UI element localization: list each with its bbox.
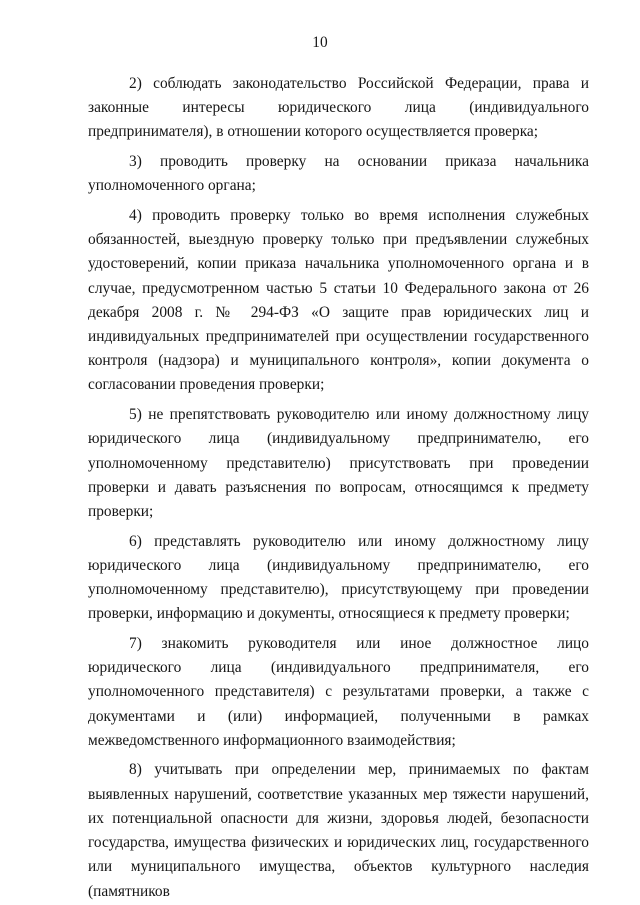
page-number: 10	[312, 34, 328, 51]
paragraph-item-2: 2) соблюдать законодательство Российской Федерации, права и законные интересы юридического лица (индивидуального предпринимателя), в отношении которого осуществляется проверка;	[88, 75, 589, 141]
paragraph-item-6: 6) представлять руководителю или иному должностному лицу юридического лица (индивидуальному предпринимателю, его уполномоченному представителю), присутствующему при проведении проверки, информацию и документы, относящиеся к предмету проверки;	[88, 532, 589, 623]
paragraph-item-5: 5) не препятствовать руководителю или иному должностному лицу юридического лица (индивидуальному предпринимателю, его уполномоченному представителю) присутствовать при проведении проверки и давать разъяснения по вопросам, относящимся к предмету проверки;	[88, 406, 589, 520]
paragraph-item-8: 8) учитывать при определении мер, принимаемых по фактам выявленных нарушений, соответствие указанных мер тяжести нарушений, их потенциальной опасности для жизни, здоровья людей, безопасности государства, имущества физических и юридических лиц, государственного или муниципального имущества, объектов культурного наследия (памятников	[88, 761, 589, 900]
paragraph-item-4: 4) проводить проверку только во время исполнения служебных обязанностей, выездную проверку только при предъявлении служебных удостоверений, копии приказа начальника уполномоченного органа и в случае, предусмотренном частью 5 статьи 10 Федерального закона от 26 декабря 2008 г. № 294-ФЗ «О защите прав юридических лиц и индивидуальных предпринимателей при осуществлении государственного контроля (надзора) и муниципального контроля», копии документа о согласовании проведения проверки;	[88, 207, 589, 394]
paragraph-item-3: 3) проводить проверку на основании приказа начальника уполномоченного органа;	[88, 153, 589, 195]
paragraph-item-7: 7) знакомить руководителя или иное должностное лицо юридического лица (индивидуального предпринимателя, его уполномоченного представителя) с результатами проверки, а также с документами и (или) информацией, полученными в рамках межведомственного информационного взаимодействия;	[88, 634, 589, 749]
document-body	[88, 72, 589, 904]
